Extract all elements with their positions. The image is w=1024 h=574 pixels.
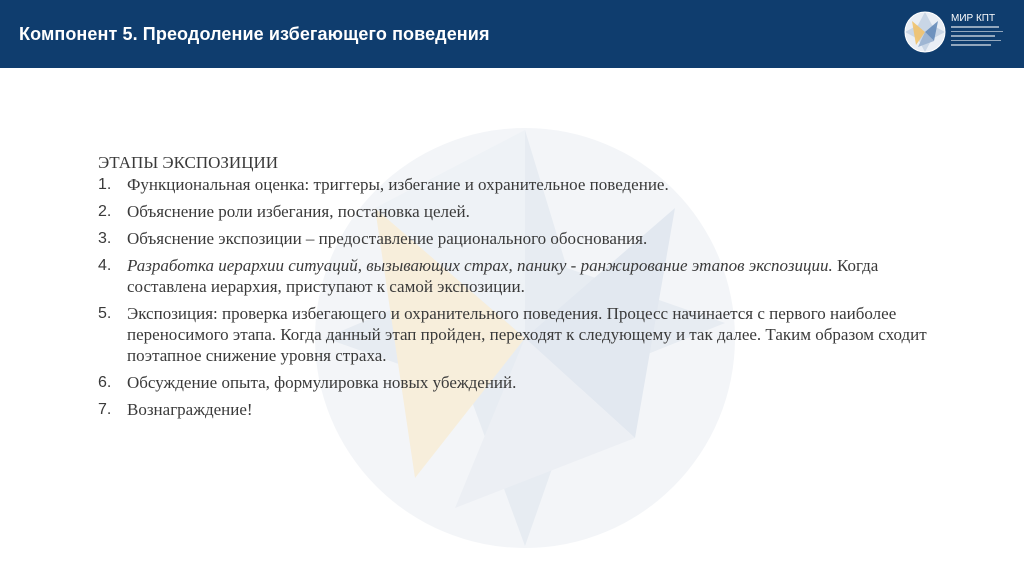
list-item [98, 174, 928, 195]
item-text: Когда составлена иерархия, приступают к самой экспозиции. [127, 256, 879, 296]
list-item [98, 255, 928, 297]
item-number: 4. [98, 257, 112, 274]
item-number: 1. [98, 176, 112, 193]
item-number: 2. [98, 203, 112, 220]
item-text: Объяснение роли избегания, постановка целей. [127, 202, 470, 221]
list-item [98, 201, 928, 222]
list-item [98, 228, 928, 249]
section-title: ЭТАПЫ ЭКСПОЗИЦИИ [98, 153, 279, 172]
list-item [98, 303, 928, 366]
globe-icon [904, 11, 946, 53]
item-text: Функциональная оценка: триггеры, избегание и охранительное поведение. [127, 175, 669, 194]
content-area [98, 152, 928, 420]
item-text: Экспозиция: проверка избегающего и охранительного поведения. Процесс начинается с первого наиболее переносимого этапа. Когда данный этап пройден, переходят к следующему и так далее. Таким образом сходит поэтапное снижение уровня страха. [127, 304, 927, 365]
item-text: Вознаграждение! [127, 400, 253, 419]
list-item [98, 372, 928, 393]
steps-list [98, 174, 928, 420]
item-number: 5. [98, 305, 112, 322]
header-bar [0, 0, 1024, 68]
item-number: 7. [98, 401, 112, 418]
logo-name: МИР КПТ [951, 13, 996, 24]
page-title: Компонент 5. Преодоление избегающего поведения [19, 24, 490, 44]
logo [904, 10, 1014, 56]
item-text-italic: Разработка иерархии ситуаций, вызывающих страх, панику - ранжирование этапов экспозиции. [127, 256, 833, 275]
logo-tagline [951, 26, 1003, 49]
item-text: Обсуждение опыта, формулировка новых убеждений. [127, 373, 517, 392]
item-number: 6. [98, 374, 112, 391]
item-text: Объяснение экспозиции – предоставление рационального обоснования. [127, 229, 648, 248]
item-number: 3. [98, 230, 112, 247]
list-item [98, 399, 928, 420]
